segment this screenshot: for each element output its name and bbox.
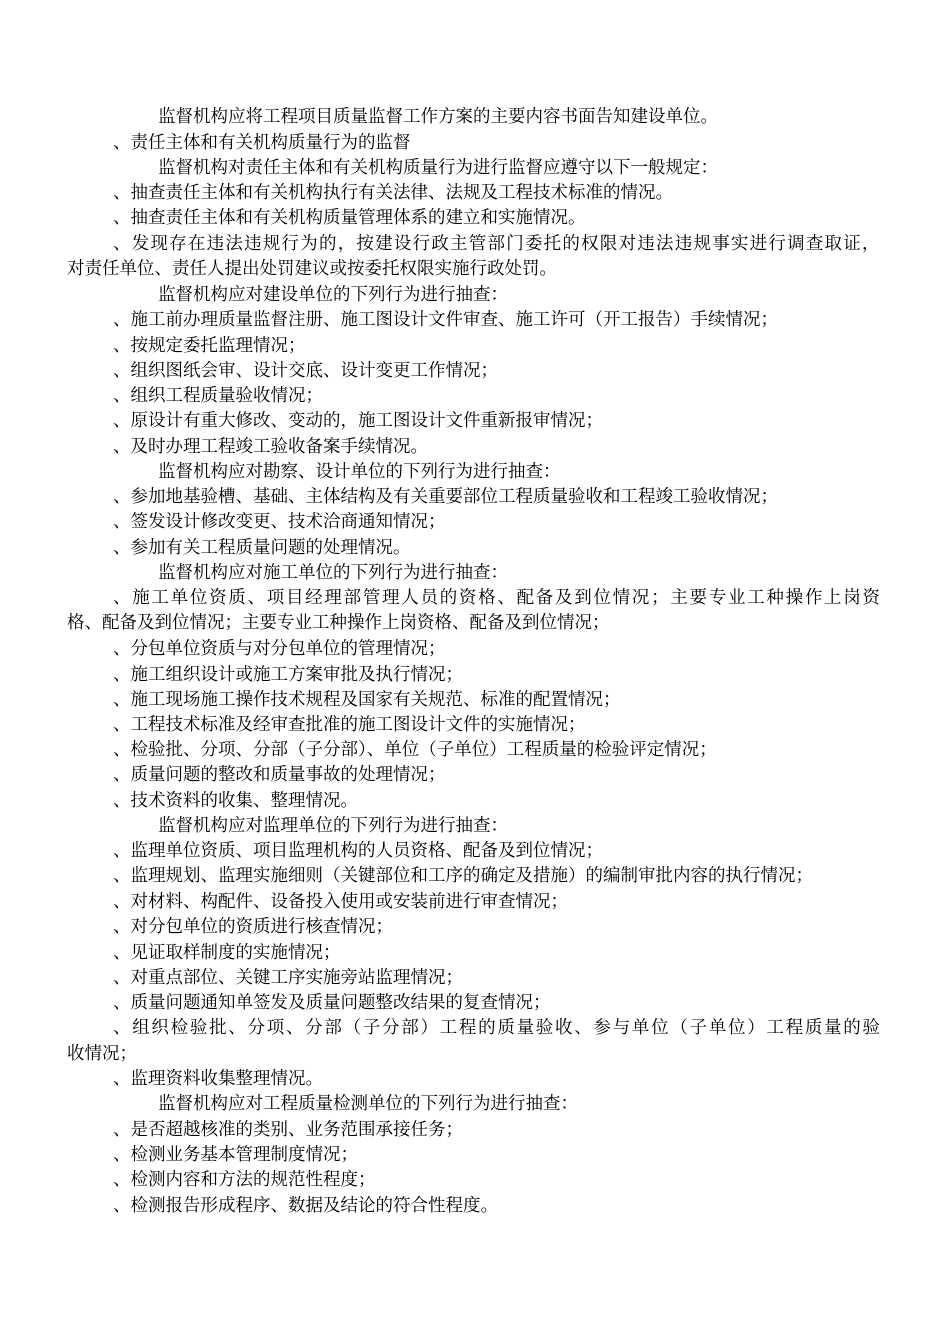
supervisor-item-8-line2: 收情况； (67, 1044, 137, 1064)
supervisor-item-5: 、见证取样制度的实施情况； (113, 943, 341, 963)
heading-responsible-parties: 、责任主体和有关机构质量行为的监督 (113, 133, 411, 153)
para-general-rules-intro: 监督机构对责任主体和有关机构质量行为进行监督应遵守以下一般规定： (158, 158, 718, 178)
contractor-item-5: 、工程技术标准及经审查批准的施工图设计文件的实施情况； (113, 715, 586, 735)
intro-contractor: 监督机构应对施工单位的下列行为进行抽查： (158, 563, 508, 583)
rule-quality-system: 、抽查责任主体和有关机构质量管理体系的建立和实施情况。 (113, 208, 586, 228)
owner-item-5: 、原设计有重大修改、变动的，施工图设计文件重新报审情况； (113, 411, 603, 431)
contractor-item-1-line2: 格、配备及到位情况；主要专业工种操作上岗资格、配备及到位情况； (67, 613, 610, 633)
rule-violations-line1: 、发现存在违法违规行为的，按建设行政主管部门委托的权限对违法违规事实进行调查取证， (113, 234, 881, 254)
rule-laws-standards: 、抽查责任主体和有关机构执行有关法律、法规及工程技术标准的情况。 (113, 183, 673, 203)
owner-item-6: 、及时办理工程竣工验收备案手续情况。 (113, 437, 428, 457)
intro-testing-agency: 监督机构应对工程质量检测单位的下列行为进行抽查： (158, 1094, 578, 1114)
owner-item-3: 、组织图纸会审、设计交底、设计变更工作情况； (113, 361, 498, 381)
contractor-item-4: 、施工现场施工操作技术规程及国家有关规范、标准的配置情况； (113, 690, 621, 710)
owner-item-1: 、施工前办理质量监督注册、施工图设计文件审查、施工许可（开工报告）手续情况； (113, 310, 778, 330)
design-item-1: 、参加地基验槽、基础、主体结构及有关重要部位工程质量验收和工程竣工验收情况； (113, 487, 778, 507)
design-item-3: 、参加有关工程质量问题的处理情况。 (113, 538, 411, 558)
testing-item-4: 、检测报告形成程序、数据及结论的符合性程度。 (113, 1196, 498, 1216)
testing-item-1: 、是否超越核准的类别、业务范围承接任务； (113, 1120, 463, 1140)
supervisor-item-6: 、对重点部位、关键工序实施旁站监理情况； (113, 968, 463, 988)
intro-supervisor: 监督机构应对监理单位的下列行为进行抽查： (158, 816, 508, 836)
testing-item-3: 、检测内容和方法的规范性程度； (113, 1170, 376, 1190)
contractor-item-3: 、施工组织设计或施工方案审批及执行情况； (113, 665, 463, 685)
contractor-item-2: 、分包单位资质与对分包单位的管理情况； (113, 639, 446, 659)
supervisor-item-7: 、质量问题通知单签发及质量问题整改结果的复查情况； (113, 993, 551, 1013)
design-item-2: 、签发设计修改变更、技术洽商通知情况； (113, 512, 446, 532)
testing-item-2: 、检测业务基本管理制度情况； (113, 1145, 358, 1165)
intro-construction-owner: 监督机构应对建设单位的下列行为进行抽查： (158, 285, 508, 305)
intro-survey-design: 监督机构应对勘察、设计单位的下列行为进行抽查： (158, 462, 561, 482)
contractor-item-6: 、检验批、分项、分部（子分部）、单位（子单位）工程质量的检验评定情况； (113, 740, 717, 760)
contractor-item-7: 、质量问题的整改和质量事故的处理情况； (113, 765, 446, 785)
contractor-item-1-line1: 、施工单位资质、项目经理部管理人员的资格、配备及到位情况；主要专业工种操作上岗资 (113, 588, 882, 608)
supervisor-item-8-line1: 、组织检验批、分项、分部（子分部）工程的质量验收、参与单位（子单位）工程质量的验 (113, 1018, 882, 1038)
supervisor-item-1: 、监理单位资质、项目监理机构的人员资格、配备及到位情况； (113, 841, 603, 861)
rule-violations-line2: 对责任单位、责任人提出处罚建议或按委托权限实施行政处罚。 (67, 259, 557, 279)
supervisor-item-2: 、监理规划、监理实施细则（关键部位和工序的确定及措施）的编制审批内容的执行情况； (113, 866, 813, 886)
supervisor-item-3: 、对材料、构配件、设备投入使用或安装前进行审查情况； (113, 892, 568, 912)
supervisor-item-4: 、对分包单位的资质进行核查情况； (113, 917, 393, 937)
para-supervision-plan-notify: 监督机构应将工程项目质量监督工作方案的主要内容书面告知建设单位。 (158, 107, 718, 127)
supervisor-item-9: 、监理资料收集整理情况。 (113, 1069, 323, 1089)
owner-item-2: 、按规定委托监理情况； (113, 336, 306, 356)
contractor-item-8: 、技术资料的收集、整理情况。 (113, 791, 358, 811)
owner-item-4: 、组织工程质量验收情况； (113, 386, 323, 406)
